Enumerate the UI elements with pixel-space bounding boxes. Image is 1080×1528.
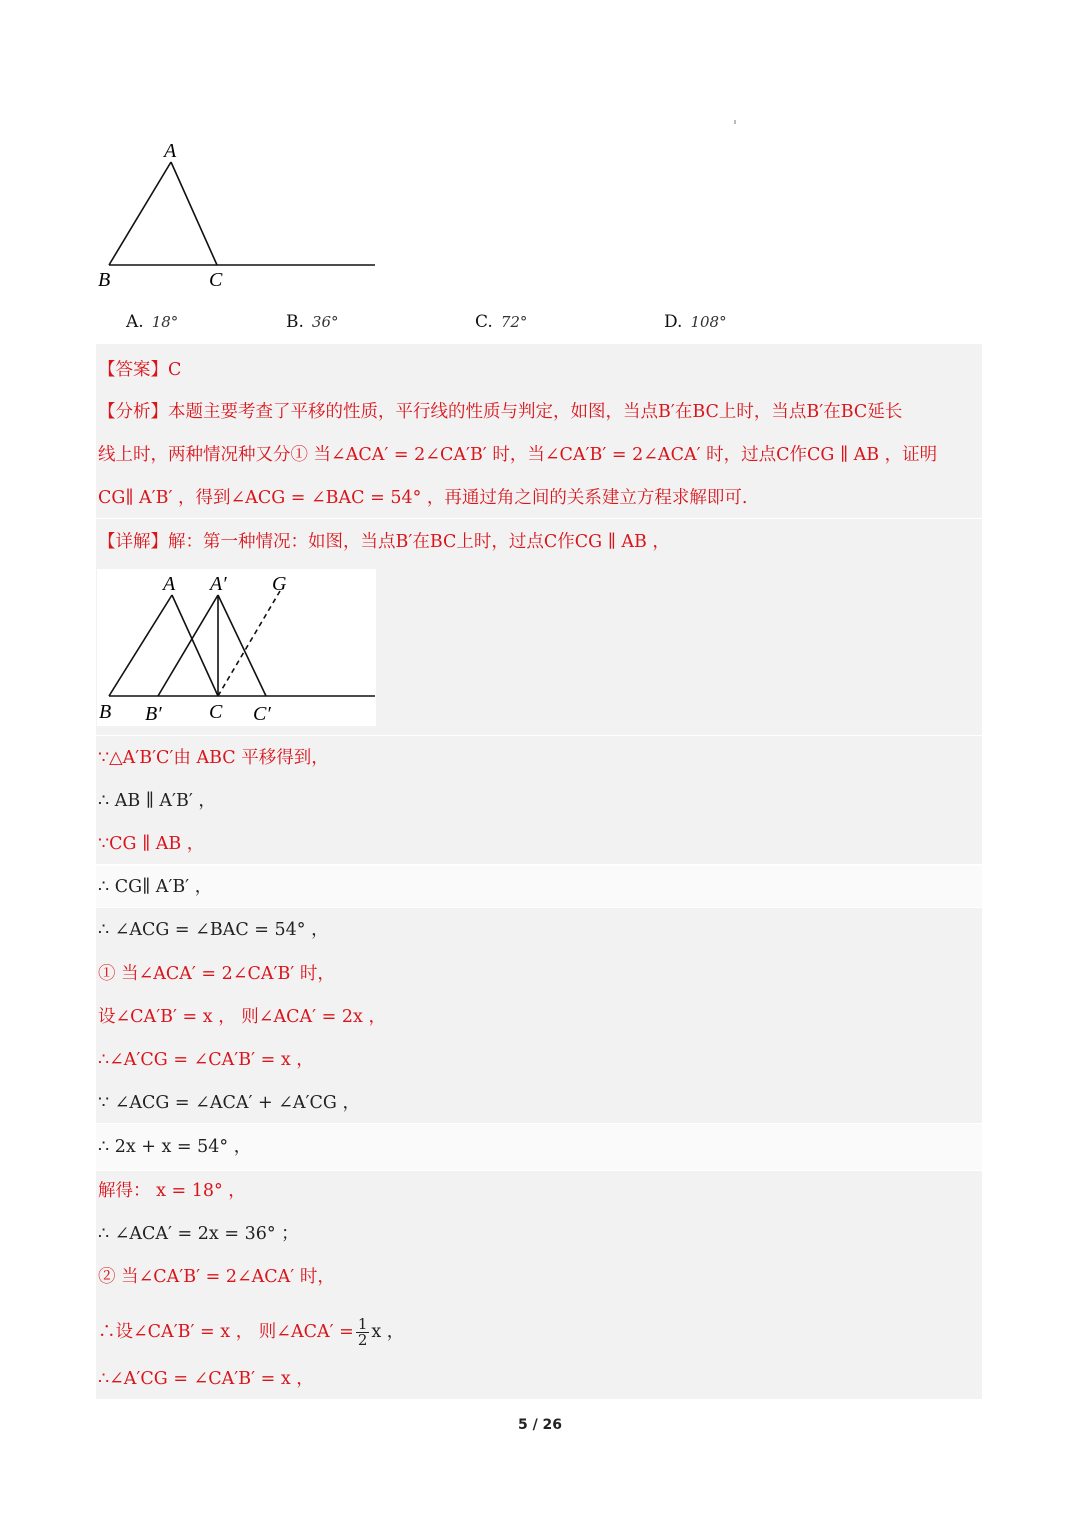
answer-value: C: [168, 360, 182, 380]
analysis-line-3: CG∥ A′B′ ，得到∠ACG = ∠BAC = 54° ，再通过角之间的关系建立方程求解即可.: [98, 488, 748, 508]
analysis-line-2: 线上时，两种情况种又分① 当∠ACA′ = 2∠CA′B′ 时，当∠CA′B′ = 2∠ACA′ 时，过点C作CG ∥ AB ，证明: [98, 445, 938, 465]
step-1: ∵△A′B′C′由 ABC 平移得到，: [98, 748, 329, 768]
detail-tag: 【详解】: [98, 532, 168, 552]
answer-line: [98, 359, 181, 381]
step-3: ∵CG ∥ AB ，: [98, 834, 205, 854]
step-2: ∴ AB ∥ A′B′ ，: [98, 791, 216, 811]
option-b: B. 36°: [286, 312, 339, 332]
vertex-label-a: A: [164, 140, 177, 162]
step-8: ∴∠A′CG = ∠CA′B′ = x ，: [98, 1050, 314, 1070]
step-13: ② 当∠CA′B′ = 2∠ACA′ 时，: [98, 1267, 335, 1287]
step-12: ∴ ∠ACA′ = 2x = 36° ；: [98, 1224, 299, 1244]
step-11: 解得： x = 18° ，: [98, 1181, 246, 1201]
option-a: A. 18°: [126, 312, 179, 332]
option-c: C. 72°: [475, 312, 528, 332]
fig2-label-g: G: [272, 573, 287, 595]
vertex-label-b: B: [98, 269, 111, 291]
vertex-label-c: C: [209, 269, 223, 291]
answer-tag: 【答案】: [98, 360, 168, 380]
step-7: 设∠CA′B′ = x ， 则∠ACA′ = 2x ，: [98, 1007, 386, 1027]
fig2-label-c: C: [209, 701, 223, 723]
detail-line-1: 【详解】解：第一种情况：如图，当点B′在BC上时，过点C作CG ∥ AB ，: [98, 532, 670, 552]
step-4: ∴ CG∥ A′B′ ，: [98, 877, 213, 897]
scan-mark: [734, 120, 736, 124]
step-9: ∵ ∠ACG = ∠ACA′ + ∠A′CG ，: [98, 1093, 360, 1113]
fig2-label-a-prime: A′: [210, 573, 227, 595]
step-14: ∴设∠CA′B′ = x ， 则∠ACA′ = $\frac{1}{2}$ x ，: [98, 1315, 405, 1349]
answer-options: [0, 312, 1080, 342]
triangle-figure-1: [95, 135, 385, 295]
option-d: D. 108°: [664, 312, 727, 332]
step-5: ∴ ∠ACG = ∠BAC = 54° ，: [98, 920, 329, 940]
fig2-label-b-prime: B′: [145, 703, 162, 725]
fig2-label-b: B: [99, 701, 112, 723]
fraction-one-half: $\frac{1}{2}$: [357, 1315, 368, 1349]
step-6: ① 当∠ACA′ = 2∠CA′B′ 时，: [98, 964, 335, 984]
page-number: 5 / 26: [517, 1417, 563, 1433]
steps-band-2: [96, 866, 982, 907]
translation-figure-2: [97, 569, 376, 726]
fig2-label-a: A: [163, 573, 176, 595]
step-15: ∴∠A′CG = ∠CA′B′ = x ，: [98, 1369, 314, 1389]
step-10: ∴ 2x + x = 54° ，: [98, 1137, 252, 1157]
analysis-line-1: 【分析】本题主要考查了平移的性质，平行线的性质与判定，如图，当点B′在BC上时，当点B′在BC延长: [98, 402, 903, 422]
fig2-label-c-prime: C′: [253, 703, 271, 725]
analysis-tag: 【分析】: [98, 402, 168, 422]
